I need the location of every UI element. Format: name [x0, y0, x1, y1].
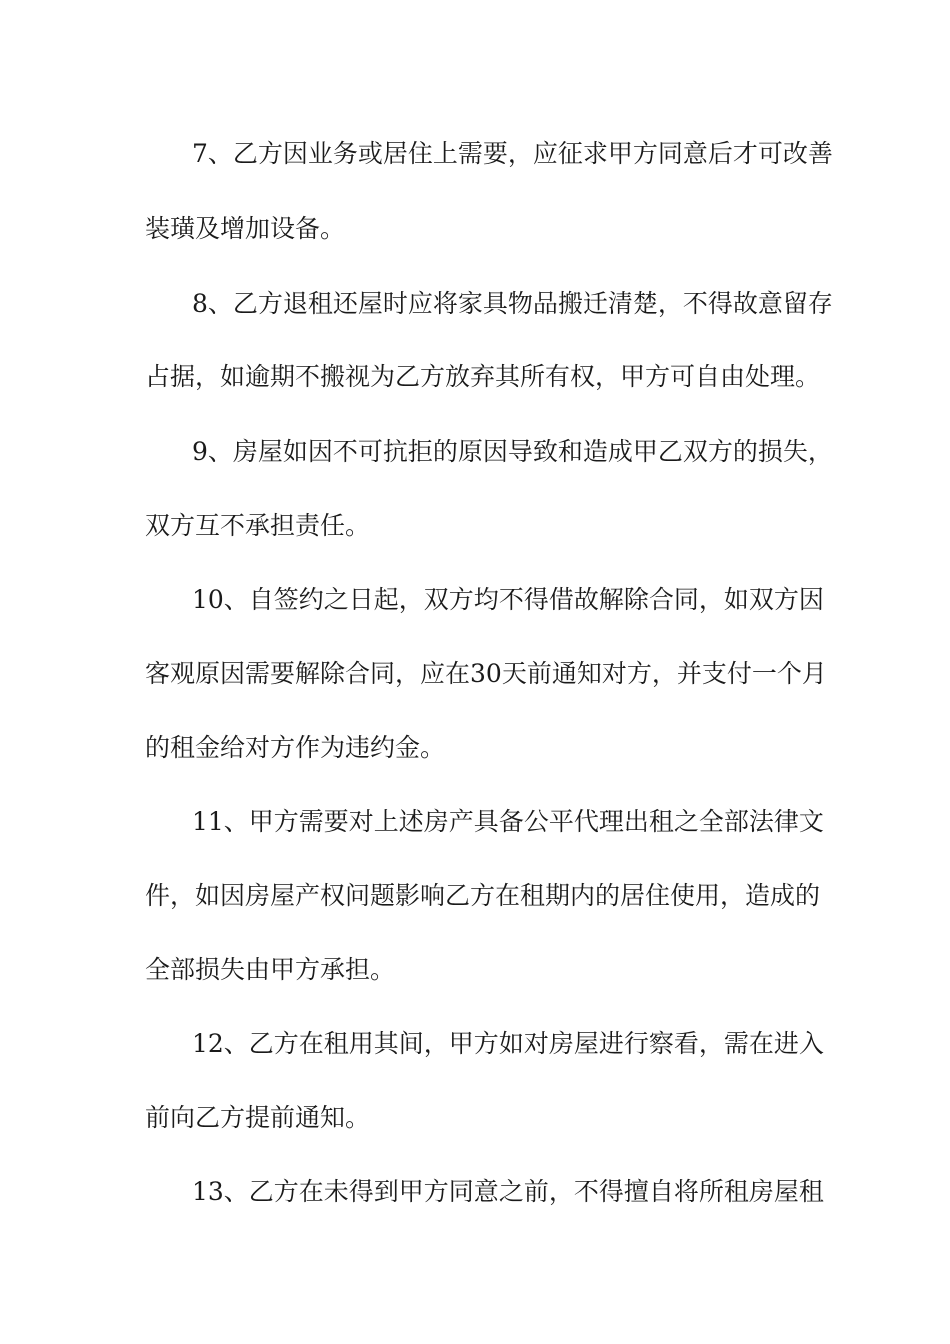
clause-8-line-2: 占据，如逾期不搬视为乙方放弃其所有权，甲方可自由处理。 — [145, 362, 821, 391]
clause-7-line-1: 7、乙方因业务或居住上需要，应征求甲方同意后才可改善 — [192, 139, 833, 168]
clause-12-line-2: 前向乙方提前通知。 — [145, 1103, 371, 1132]
clause-8-line-1: 8、乙方退租还屋时应将家具物品搬迁清楚，不得故意留存 — [192, 289, 833, 318]
clause-7-line-2: 装璜及增加设备。 — [145, 214, 346, 243]
clause-10-line-1: 10、自签约之日起，双方均不得借故解除合同，如双方因 — [192, 585, 824, 614]
clause-9-line-2: 双方互不承担责任。 — [145, 511, 371, 540]
clause-11-line-3: 全部损失由甲方承担。 — [145, 955, 396, 984]
clause-12-line-1: 12、乙方在租用其间，甲方如对房屋进行察看，需在进入 — [192, 1029, 824, 1058]
clause-13-line-1: 13、乙方在未得到甲方同意之前，不得擅自将所租房屋租 — [192, 1177, 824, 1206]
clause-10-line-2: 客观原因需要解除合同，应在30天前通知对方，并支付一个月 — [145, 659, 827, 688]
clause-9-line-1: 9、房屋如因不可抗拒的原因导致和造成甲乙双方的损失， — [192, 437, 833, 466]
clause-11-line-1: 11、甲方需要对上述房产具备公平代理出租之全部法律文 — [192, 807, 824, 836]
clause-11-line-2: 件，如因房屋产权问题影响乙方在租期内的居住使用，造成的 — [145, 881, 821, 910]
clause-10-line-3: 的租金给对方作为违约金。 — [145, 733, 446, 762]
